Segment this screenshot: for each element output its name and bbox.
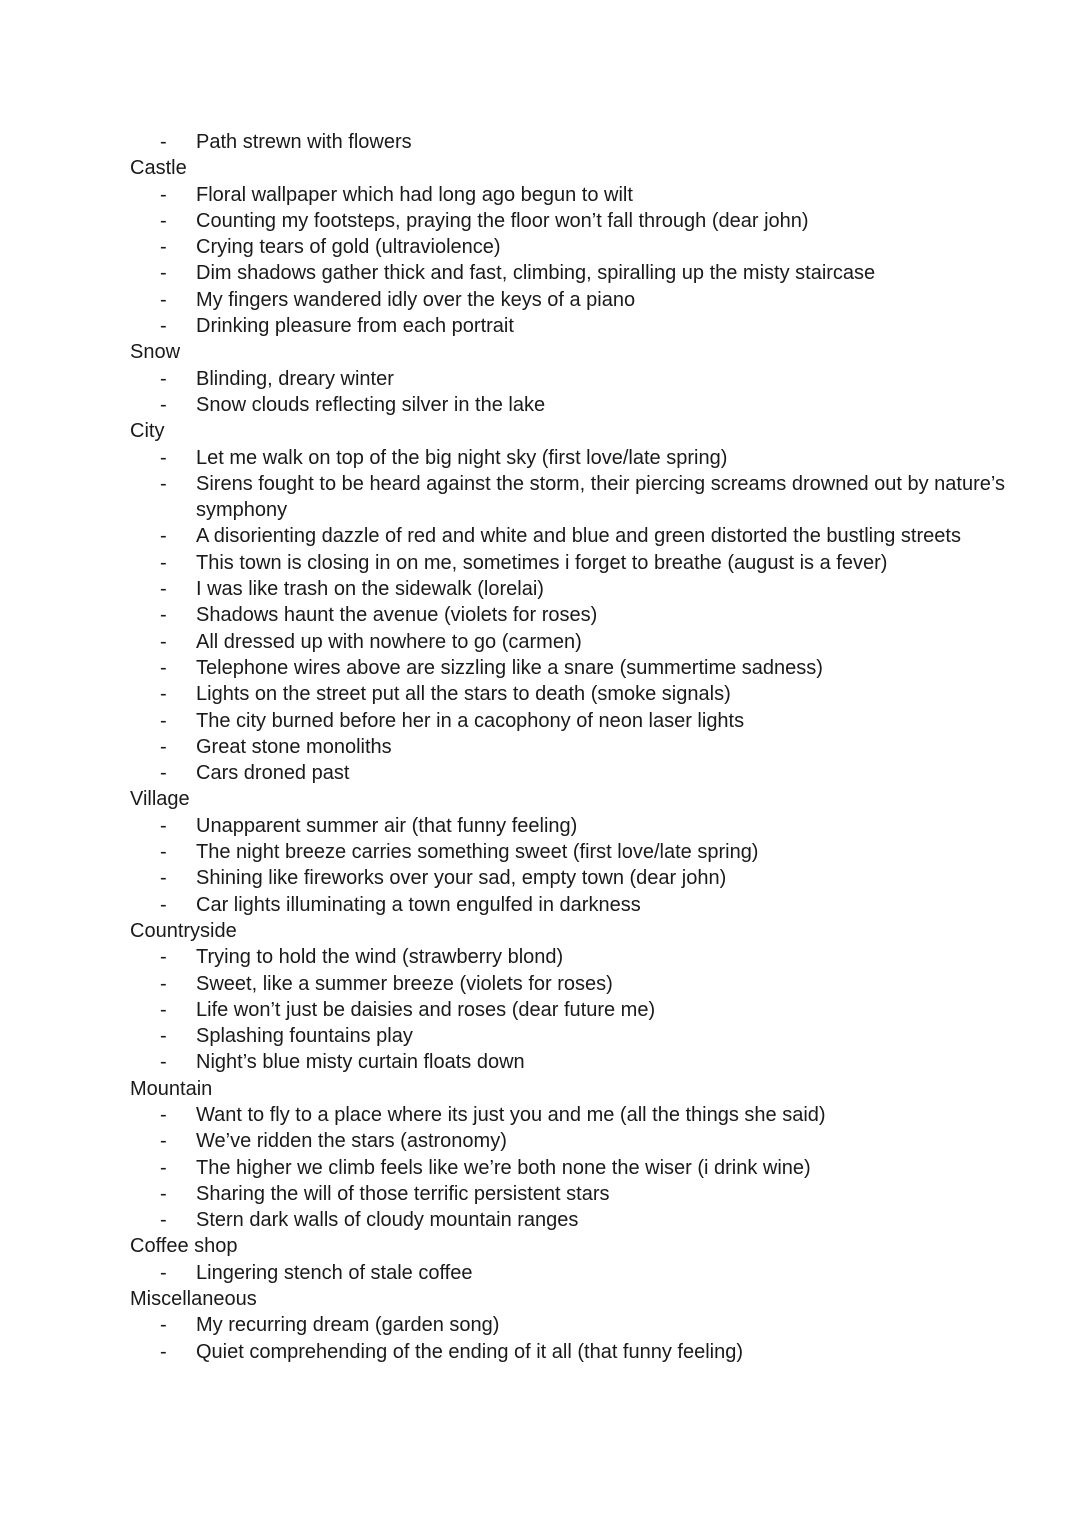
list-item — [130, 313, 1030, 339]
list-item-text: A disorienting dazzle of red and white and blue and green distorted the bustling streets — [196, 525, 961, 548]
list-item-text: The city burned before her in a cacophony of neon laser lights — [196, 709, 745, 732]
list-item-text: Floral wallpaper which had long ago begun to wilt — [196, 183, 633, 206]
list-item — [130, 1312, 1030, 1338]
dash-bullet: - — [160, 1051, 167, 1074]
section — [130, 1286, 1030, 1365]
list-item-text: Drinking pleasure from each portrait — [196, 315, 514, 338]
list-item-text: Crying tears of gold (ultraviolence) — [196, 236, 501, 259]
list-item — [130, 129, 1030, 155]
dash-bullet: - — [160, 867, 167, 890]
list-item — [130, 813, 1030, 839]
section — [130, 918, 1030, 1076]
list-item-text: Night’s blue misty curtain floats down — [196, 1051, 525, 1074]
list-item-text: Sirens fought to be heard against the storm, their piercing screams drowned out by nature’s symphony — [196, 472, 1005, 522]
list-item-text: All dressed up with nowhere to go (carmen) — [196, 630, 582, 653]
list-item — [130, 1260, 1030, 1286]
list-item-text: This town is closing in on me, sometimes i forget to breathe (august is a fever) — [196, 551, 888, 574]
section — [130, 129, 1030, 155]
section-heading: Mountain — [130, 1077, 213, 1100]
dash-bullet: - — [160, 1340, 167, 1363]
dash-bullet: - — [160, 656, 167, 679]
list-item-text: I was like trash on the sidewalk (lorelai) — [196, 578, 544, 601]
list-item — [130, 997, 1030, 1023]
list-item — [130, 550, 1030, 576]
list-item — [130, 260, 1030, 286]
list-item-text: Shining like fireworks over your sad, empty town (dear john) — [196, 867, 727, 890]
list-item — [130, 1128, 1030, 1154]
list-item — [130, 445, 1030, 471]
dash-bullet: - — [160, 131, 167, 153]
list-item — [130, 865, 1030, 891]
list-item-text: Life won’t just be daisies and roses (dear future me) — [196, 998, 656, 1021]
list-item — [130, 629, 1030, 655]
list-item — [130, 523, 1030, 549]
list-item — [130, 1181, 1030, 1207]
dash-bullet: - — [160, 972, 167, 995]
list-item — [130, 1207, 1030, 1233]
list-item-text: Counting my footsteps, praying the floor won’t fall through (dear john) — [196, 209, 809, 232]
list-item — [130, 1339, 1030, 1365]
list-item-text: Let me walk on top of the big night sky (first love/late spring) — [196, 446, 728, 469]
section — [130, 418, 1030, 786]
dash-bullet: - — [160, 525, 167, 548]
bullet-list — [130, 366, 1030, 419]
dash-bullet: - — [160, 183, 167, 206]
dash-bullet: - — [160, 472, 167, 495]
dash-bullet: - — [160, 630, 167, 653]
section-heading: Castle — [130, 157, 187, 180]
section-heading: City — [130, 420, 165, 443]
list-item-text: Splashing fountains play — [196, 1025, 413, 1048]
dash-bullet: - — [160, 288, 167, 311]
section — [130, 339, 1030, 418]
section — [130, 1233, 1030, 1286]
list-item-text: My fingers wandered idly over the keys of a piano — [196, 288, 636, 311]
dash-bullet: - — [160, 209, 167, 232]
dash-bullet: - — [160, 551, 167, 574]
list-item-text: Lights on the street put all the stars to death (smoke signals) — [196, 683, 731, 706]
dash-bullet: - — [160, 578, 167, 601]
list-item — [130, 944, 1030, 970]
section — [130, 786, 1030, 917]
dash-bullet: - — [160, 393, 167, 416]
list-item-text: Unapparent summer air (that funny feeling) — [196, 814, 578, 837]
section-heading: Countryside — [130, 919, 237, 942]
bullet-list — [130, 182, 1030, 340]
list-item-text: The night breeze carries something sweet (first love/late spring) — [196, 841, 759, 864]
list-item — [130, 234, 1030, 260]
dash-bullet: - — [160, 1314, 167, 1337]
list-item-text: Snow clouds reflecting silver in the lake — [196, 393, 546, 416]
list-item — [130, 1049, 1030, 1075]
list-item-text: Sweet, like a summer breeze (violets for roses) — [196, 972, 613, 995]
bullet-list — [130, 1260, 1030, 1286]
section-heading: Miscellaneous — [130, 1288, 257, 1311]
list-item — [130, 892, 1030, 918]
list-item-text: Sharing the will of those terrific persistent stars — [196, 1182, 610, 1205]
list-item-text: Path strewn with flowers — [196, 131, 412, 153]
dash-bullet: - — [160, 604, 167, 627]
dash-bullet: - — [160, 709, 167, 732]
bullet-list — [130, 1312, 1030, 1365]
list-item-text: Telephone wires above are sizzling like a snare (summertime sadness) — [196, 656, 823, 679]
bullet-list — [130, 944, 1030, 1075]
bullet-list — [130, 445, 1030, 787]
list-item — [130, 576, 1030, 602]
dash-bullet: - — [160, 814, 167, 837]
section-heading: Coffee shop — [130, 1235, 238, 1258]
dash-bullet: - — [160, 1209, 167, 1232]
list-item — [130, 708, 1030, 734]
dash-bullet: - — [160, 1025, 167, 1048]
list-item — [130, 655, 1030, 681]
list-item-text: Cars droned past — [196, 762, 350, 785]
list-item-text: Lingering stench of stale coffee — [196, 1261, 473, 1284]
dash-bullet: - — [160, 262, 167, 285]
bullet-list — [130, 813, 1030, 918]
dash-bullet: - — [160, 841, 167, 864]
section — [130, 1076, 1030, 1234]
list-item-text: My recurring dream (garden song) — [196, 1314, 500, 1337]
list-item — [130, 366, 1030, 392]
list-item-text: The higher we climb feels like we’re both none the wiser (i drink wine) — [196, 1156, 811, 1179]
dash-bullet: - — [160, 998, 167, 1021]
list-item — [130, 839, 1030, 865]
dash-bullet: - — [160, 946, 167, 969]
section-heading: Village — [130, 788, 190, 811]
list-item-text: Great stone monoliths — [196, 735, 392, 758]
list-item-text: Trying to hold the wind (strawberry blond) — [196, 946, 564, 969]
list-item — [130, 1155, 1030, 1181]
dash-bullet: - — [160, 1130, 167, 1153]
list-item-text: Dim shadows gather thick and fast, climbing, spiralling up the misty staircase — [196, 262, 876, 285]
list-item — [130, 471, 1030, 524]
dash-bullet: - — [160, 1261, 167, 1284]
list-item — [130, 1102, 1030, 1128]
list-item — [130, 734, 1030, 760]
list-item — [130, 287, 1030, 313]
dash-bullet: - — [160, 762, 167, 785]
dash-bullet: - — [160, 893, 167, 916]
list-item — [130, 681, 1030, 707]
list-item — [130, 392, 1030, 418]
list-item-text: Blinding, dreary winter — [196, 367, 394, 390]
list-item-text: Car lights illuminating a town engulfed in darkness — [196, 893, 641, 916]
list-item-text: Want to fly to a place where its just you and me (all the things she said) — [196, 1103, 826, 1126]
list-item — [130, 182, 1030, 208]
bullet-list — [130, 129, 1030, 155]
bullet-list — [130, 1102, 1030, 1233]
list-item-text: Quiet comprehending of the ending of it all (that funny feeling) — [196, 1340, 744, 1363]
dash-bullet: - — [160, 446, 167, 469]
list-item-text: Shadows haunt the avenue (violets for roses) — [196, 604, 598, 627]
dash-bullet: - — [160, 1182, 167, 1205]
dash-bullet: - — [160, 1103, 167, 1126]
list-item — [130, 1023, 1030, 1049]
dash-bullet: - — [160, 315, 167, 338]
document-body — [130, 129, 1030, 1365]
dash-bullet: - — [160, 683, 167, 706]
dash-bullet: - — [160, 367, 167, 390]
list-item-text: Stern dark walls of cloudy mountain ranges — [196, 1209, 579, 1232]
dash-bullet: - — [160, 735, 167, 758]
dash-bullet: - — [160, 1156, 167, 1179]
list-item — [130, 971, 1030, 997]
list-item — [130, 602, 1030, 628]
list-item — [130, 760, 1030, 786]
section — [130, 155, 1030, 339]
section-heading: Snow — [130, 341, 181, 364]
dash-bullet: - — [160, 236, 167, 259]
list-item-text: We’ve ridden the stars (astronomy) — [196, 1130, 507, 1153]
list-item — [130, 208, 1030, 234]
